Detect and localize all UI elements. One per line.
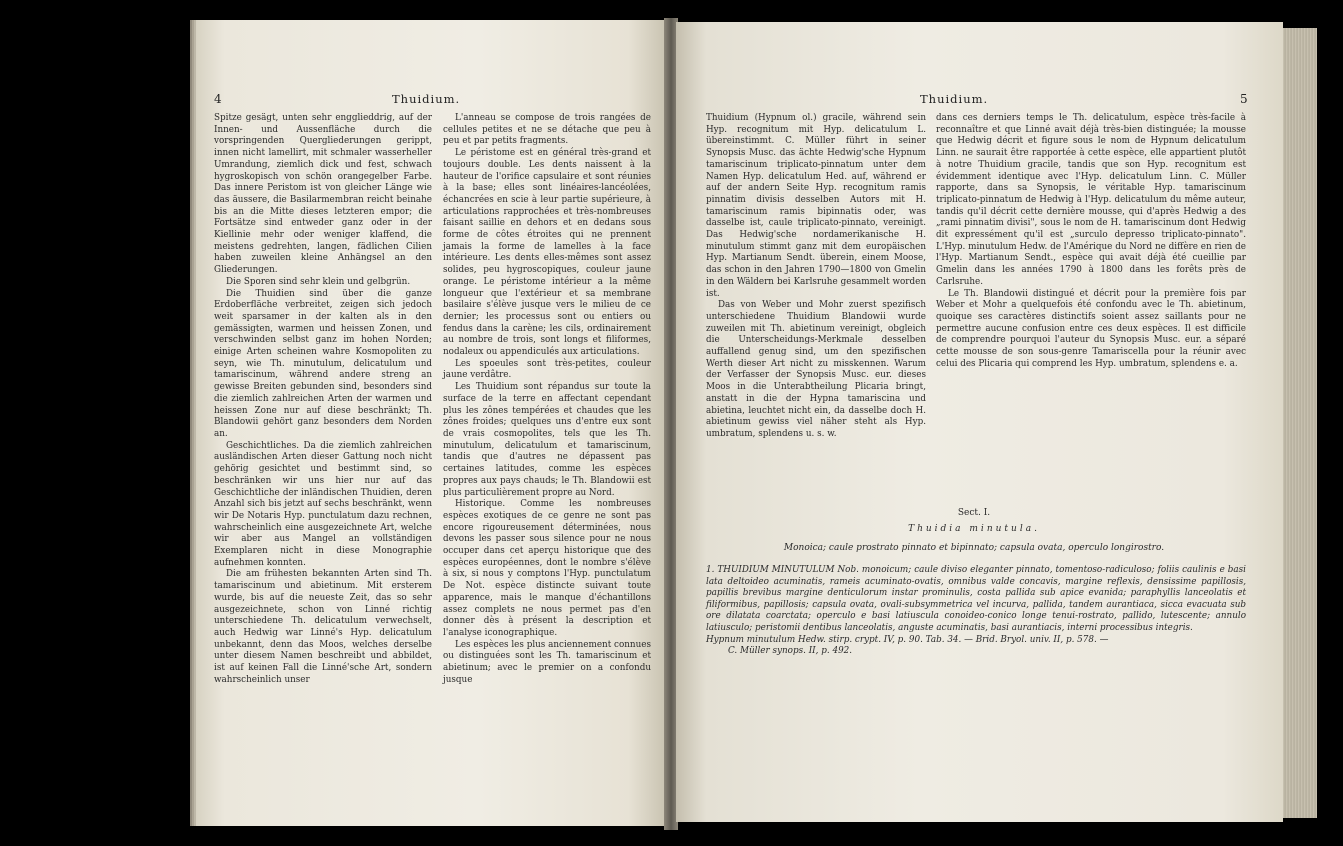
- species-references: Hypnum minutulum Hedw. stirp. crypt. IV, p. 90. Tab. 34. — Brid. Bryol. univ. II, p. 578. —: [706, 634, 1109, 645]
- page-edges: [1283, 28, 1317, 818]
- species-references-cont: C. Müller synops. II, p. 492.: [728, 646, 853, 657]
- paragraph: Geschichtliches. Da die ziemlich zahlreichen ausländischen Arten dieser Gattung noch nicht gehörig gesichtet und bestimmt sind, so beschränken wir uns hier nur auf das Geschichtliche der inländischen Thuidien, deren Anzahl sich bis jetzt auf sechs beschränkt, wenn wir De Notaris Hyp. punctulatum dazu rechnen, wahrscheinlich eine ausgezeichnete Art, welche wir aber aus Mangel an vollständigen Exemplaren nicht in diese Monographie aufnehmen konnten.: [214, 440, 432, 568]
- species-entry: 1. THUIDIUM MINUTULUM Nob. monoicum; caule diviso eleganter pinnato, tomentoso-radiculoso; foliis caulinis e basi lata deltoideo acuminatis, rameis acuminato-ovatis, omnibus valde concavis, margine reflexis, densissime papillosis, papillis brevibus margine denticulorum instar prominulis, costa pallida sub apice evanida; paraphyllis lanceolatis et filiformibus, papillosis; capsula ovata, ovali-subsymmetrica vel incurva, pallida, tandem aurantiaca, sicca evacuata sub ore dilatata coarctata; operculo e basi latiuscula conoideo-conico longe tenui-rostrato, pallido, lutescente; annulo latiusculo; peristomii dentibus lanceolatis, anguste acuminatis, basi aurantiacis, interni processibus integris.: [706, 565, 1246, 633]
- left-page-number: 4: [214, 92, 222, 106]
- left-running-head: Thuidium.: [392, 92, 461, 106]
- right-running-head: Thuidium.: [920, 92, 989, 106]
- left-col-german: [214, 113, 432, 686]
- paragraph: Die Thuidien sind über die ganze Erdoberfläche verbreitet, zeigen sich jedoch weit sparsamer in der kalten als in den gemässigten, warmen und heissen Zonen, und verschwinden selbst ganz im hohen Norden; einige Arten scheinen wahre Kosmopoliten zu seyn, wie Th. minutulum, delicatulum und tamariscinum, während andere streng an gewisse Breiten gebunden sind, besonders sind die ziemlich zahlreichen Arten der warmen und heissen Zone nur auf diese beschränkt; Th. Blandowii gehört ganz besonders dem Norden an.: [214, 288, 432, 439]
- species-description: [706, 565, 1246, 658]
- paragraph: Historique. Comme les nombreuses espèces exotiques de ce genre ne sont pas encore rigoureusement déterminées, nous devons les passer sous silence pour ne nous occuper dans cet aperçu historique que des espèces européennes, dont le nombre s'élève à six, si nous y comptons l'Hyp. punctulatum De Not. espèce distincte suivant toute apparence, mais le manque d'échantillons assez complets ne nous permet pas d'en donner dès à présent la description et l'analyse iconographique.: [443, 499, 651, 638]
- paragraph: Die am frühesten bekannten Arten sind Th. tamariscinum und abietinum. Mit ersterem wurde, bis auf die neueste Zeit, das so sehr ausgezeichnete, schon von Linné richtig unterschiedene Th. delicatulum verwechselt, auch Hedwig war Linné's Hyp. delicatulum unbekannt, denn das Moos, welches derselbe unter diesem Namen beschreibt und abbildet, ist auf keinen Fall die Linné'sche Art, sondern wahrscheinlich unser: [214, 569, 432, 685]
- paragraph: Les spoeules sont très-petites, couleur jaune verdâtre.: [443, 358, 651, 381]
- left-col-french: [443, 113, 651, 686]
- right-col-german: [706, 113, 926, 441]
- paragraph: Die Sporen sind sehr klein und gelbgrün.: [226, 276, 411, 287]
- right-col-french: [936, 113, 1246, 370]
- paragraph: Le Th. Blandowii distingué et décrit pour la première fois par Weber et Mohr a quelquefois été confondu avec le Th. abietinum, quoique ses caractères distinctifs soient assez saillants pour ne permettre aucune confusion entre ces deux espèces. Il est difficile de comprendre pourquoi l'auteur du Synopsis Musc. eur. a séparé cette mousse de son sous-genre Tamariscella pour la réunir avec celui des Plicaria qui comprend les Hyp. umbratum, splendens e. a.: [936, 288, 1246, 369]
- section-diagnosis: Monoica; caule prostrato pinnato et bipinnato; capsula ovata, operculo longirostro.: [783, 543, 1165, 553]
- paragraph: Spitze gesägt, unten sehr engglieddrig, auf der Innen- und Aussenfläche durch die vorspringenden Quergliederungen gerippt, innen nicht lamellirt, mit schmaler wasserheller Umrandung, ziemlich dick und fest, schwach hygroskopisch von schön orangegelber Farbe. Das innere Peristom ist von gleicher Länge wie das äussere, die Basilarmembran reicht beinahe bis an die Mitte dieses letzteren empor; die Fortsätze sind entweder ganz oder in der Kiellinie mehr oder weniger klaffend, die meistens gedrehten, langen, fädlichen Cilien haben zuweilen kleine Anhängsel an den Gliederungen.: [214, 113, 432, 276]
- paragraph: Les Thuidium sont répandus sur toute la surface de la terre en affectant cependant plus les zônes tempérées et chaudes que les zônes froides; quelques uns d'entre eux sont de vrais cosmopolites, tels que les Th. minutulum, delicatulum et tamariscinum, tandis que d'autres ne dépassent pas certaines latitudes, comme les espèces propres aux pays chauds; le Th. Blandowii est plus particulièrement propre au Nord.: [443, 382, 651, 498]
- paragraph: L'anneau se compose de trois rangées de cellules petites et ne se détache que peu à peu et par petits fragments.: [443, 113, 651, 147]
- paragraph: Das von Weber und Mohr zuerst spezifisch unterschiedene Thuidium Blandowii wurde zuweilen mit Th. abietinum vereinigt, obgleich die Unterscheidungs-Merkmale desselben auffallend genug sind, um den spezifischen Werth dieser Art nicht zu misskennen. Warum der Verfasser der Synopsis Musc. eur. dieses Moos in die Unterabtheilung Plicaria bringt, anstatt in die der Hypna tamariscina und abietina, leuchtet nicht ein, da dasselbe doch H. abietinum gewiss viel näher steht als Hyp. umbratum, splendens u. s. w.: [706, 300, 926, 439]
- section-name: Thuidia minutula.: [908, 524, 1040, 534]
- paragraph: Le péristome est en général très-grand et toujours double. Les dents naissent à la hauteur de l'orifice capsulaire et sont réunies à la base; elles sont linéaires-lancéolées, échancrées en scie à leur partie supérieure, à articulations rapprochées et très-nombreuses faisant saillie en dehors et en dedans sous forme de côtes étroites qui ne prennent jamais la forme de lamelles à la face intérieure. Les dents elles-mêmes sont assez solides, peu hygroscopiques, couleur jaune orange. Le péristome intérieur a la même longueur que l'extérieur et sa membrane basilaire s'élève jusque vers le milieu de ce dernier; les processus sont ou entiers ou fendus dans la carène; les cils, ordinairement au nombre de trois, sont longs et filiformes, nodaleux ou appendiculés aux articulations.: [443, 148, 651, 358]
- paragraph: Les espèces les plus anciennement connues ou distinguées sont les Th. tamariscinum et abietinum; avec le premier on a confondu jusque: [443, 639, 651, 685]
- paragraph: Thuidium (Hypnum ol.) gracile, während sein Hyp. recognitum mit Hyp. delicatulum L. übereinstimmt. C. Müller führt in seiner Synopsis Musc. das ächte Hedwig'sche Hypnum tamariscinum triplicato-pinnatum unter dem Namen Hyp. delicatulum Hed. auf, während er auf der andern Seite Hyp. recognitum ramis pinnatim divisis desselben Autors mit H. tamariscinum ramis bipinnatis oder, was dasselbe ist, caule triplicato-pinnato, vereinigt. Das Hedwig'sche nordamerikanische H. minutulum stimmt ganz mit dem europäischen Hyp. Martianum Sendt. überein, einem Moose, das schon in den Jahren 1790—1800 von Gmelin in den Wäldern bei Karlsruhe gesammelt worden ist.: [706, 113, 926, 299]
- paragraph: dans ces derniers temps le Th. delicatulum, espèce très-facile à reconnaître et que Linné avait déjà très-bien distinguée; la mousse que Hedwig décrit et figure sous le nom de Hypnum delicatulum Linn. ne saurait être rapportée à cette espèce, elle appartient plutôt à notre Thuidium gracile, tandis que son Hyp. recognitum est évidemment identique avec l'Hyp. delicatulum Linn. C. Müller rapporte, dans sa Synopsis, le véritable Hyp. tamariscinum triplicato-pinnatum de Hedwig à l'Hyp. delicatulum du même auteur, tandis qu'il décrit cette dernière mousse, qui d'après Hedwig a des „rami pinnatim divisi", sous le nom de H. tamariscinum dont Hedwig dit expressément qu'il est „surculo depresso triplicato-pinnato". L'Hyp. minutulum Hedw. de l'Amérique du Nord ne diffère en rien de l'Hyp. Martianum Sendt., espèce qui avait déjà été cueillie par Gmelin dans les années 1790 à 1800 dans les forêts près de Carlsruhe.: [936, 113, 1246, 287]
- right-page-number: 5: [1240, 92, 1248, 106]
- section-label: Sect. I.: [957, 508, 991, 518]
